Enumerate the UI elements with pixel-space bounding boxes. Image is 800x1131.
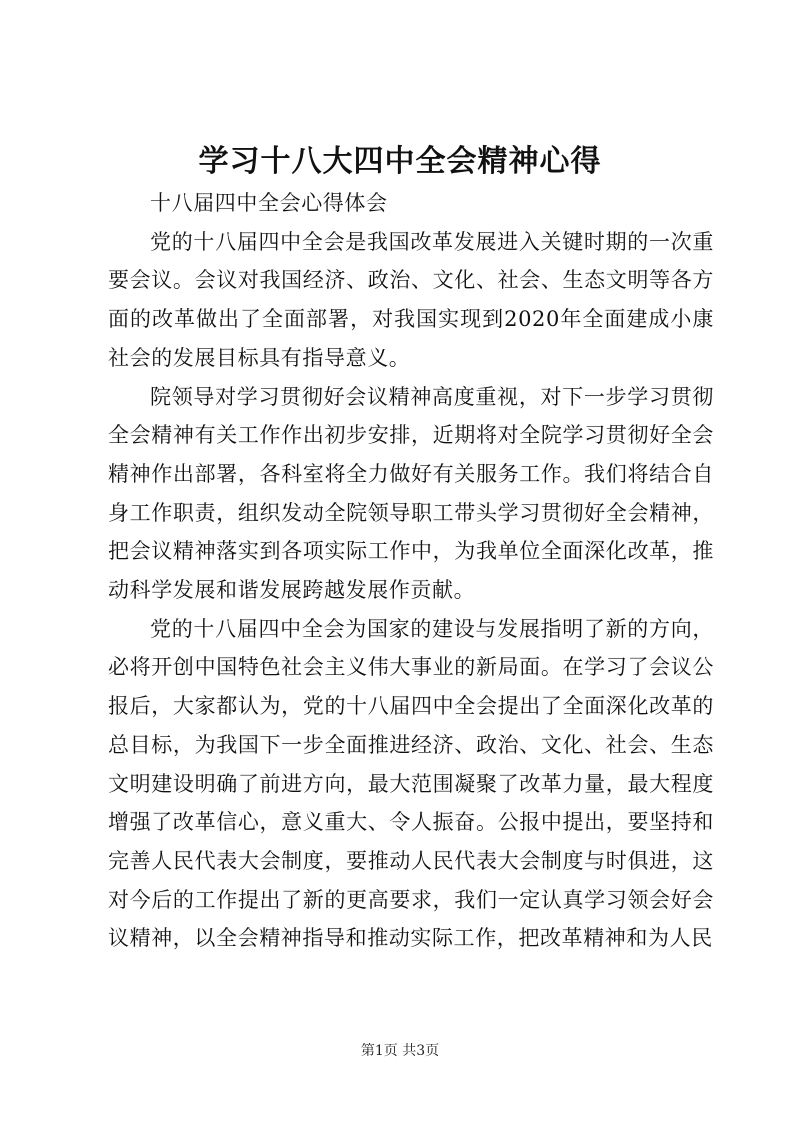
subtitle-paragraph: 十八届四中全会心得体会: [150, 191, 388, 215]
document-body: [108, 184, 714, 958]
body-paragraph: 党的十八届四中全会是我国改革发展进入关键时期的一次重要会议。会议对我国经济、政治、文化、社会、生态文明等各方面的改革做出了全面部署，对我国实现到2020年全面建成小康社会的发展目标具有指导意义。: [108, 229, 714, 370]
body-paragraph: 院领导对学习贯彻好会议精神高度重视，对下一步学习贯彻全会精神有关工作作出初步安排，近期将对全院学习贯彻好全会精神作出部署，各科室将全力做好有关服务工作。我们将结合自身工作职责，组织发动全院领导职工带头学习贯彻好全会精神，把会议精神落实到各项实际工作中，为我单位全面深化改革，推动科学发展和谐发展跨越发展作贡献。: [108, 384, 714, 603]
page-footer: 第1页 共3页: [360, 1043, 440, 1059]
body-paragraph: 党的十八届四中全会为国家的建设与发展指明了新的方向，必将开创中国特色社会主义伟大事业的新局面。在学习了会议公报后，大家都认为，党的十八届四中全会提出了全面深化改革的总目标，为我国下一步全面推进经济、政治、文化、社会、生态文明建设明确了前进方向，最大范围凝聚了改革力量，最大程度增强了改革信心，意义重大、令人振奋。公报中提出，要坚持和完善人民代表大会制度，要推动人民代表大会制度与时俱进，这对今后的工作提出了新的更高要求，我们一定认真学习领会好会议精神，以全会精神指导和推动实际工作，把改革精神和为人民: [108, 616, 714, 951]
document-title: 学习十八大四中全会精神心得: [198, 144, 602, 179]
